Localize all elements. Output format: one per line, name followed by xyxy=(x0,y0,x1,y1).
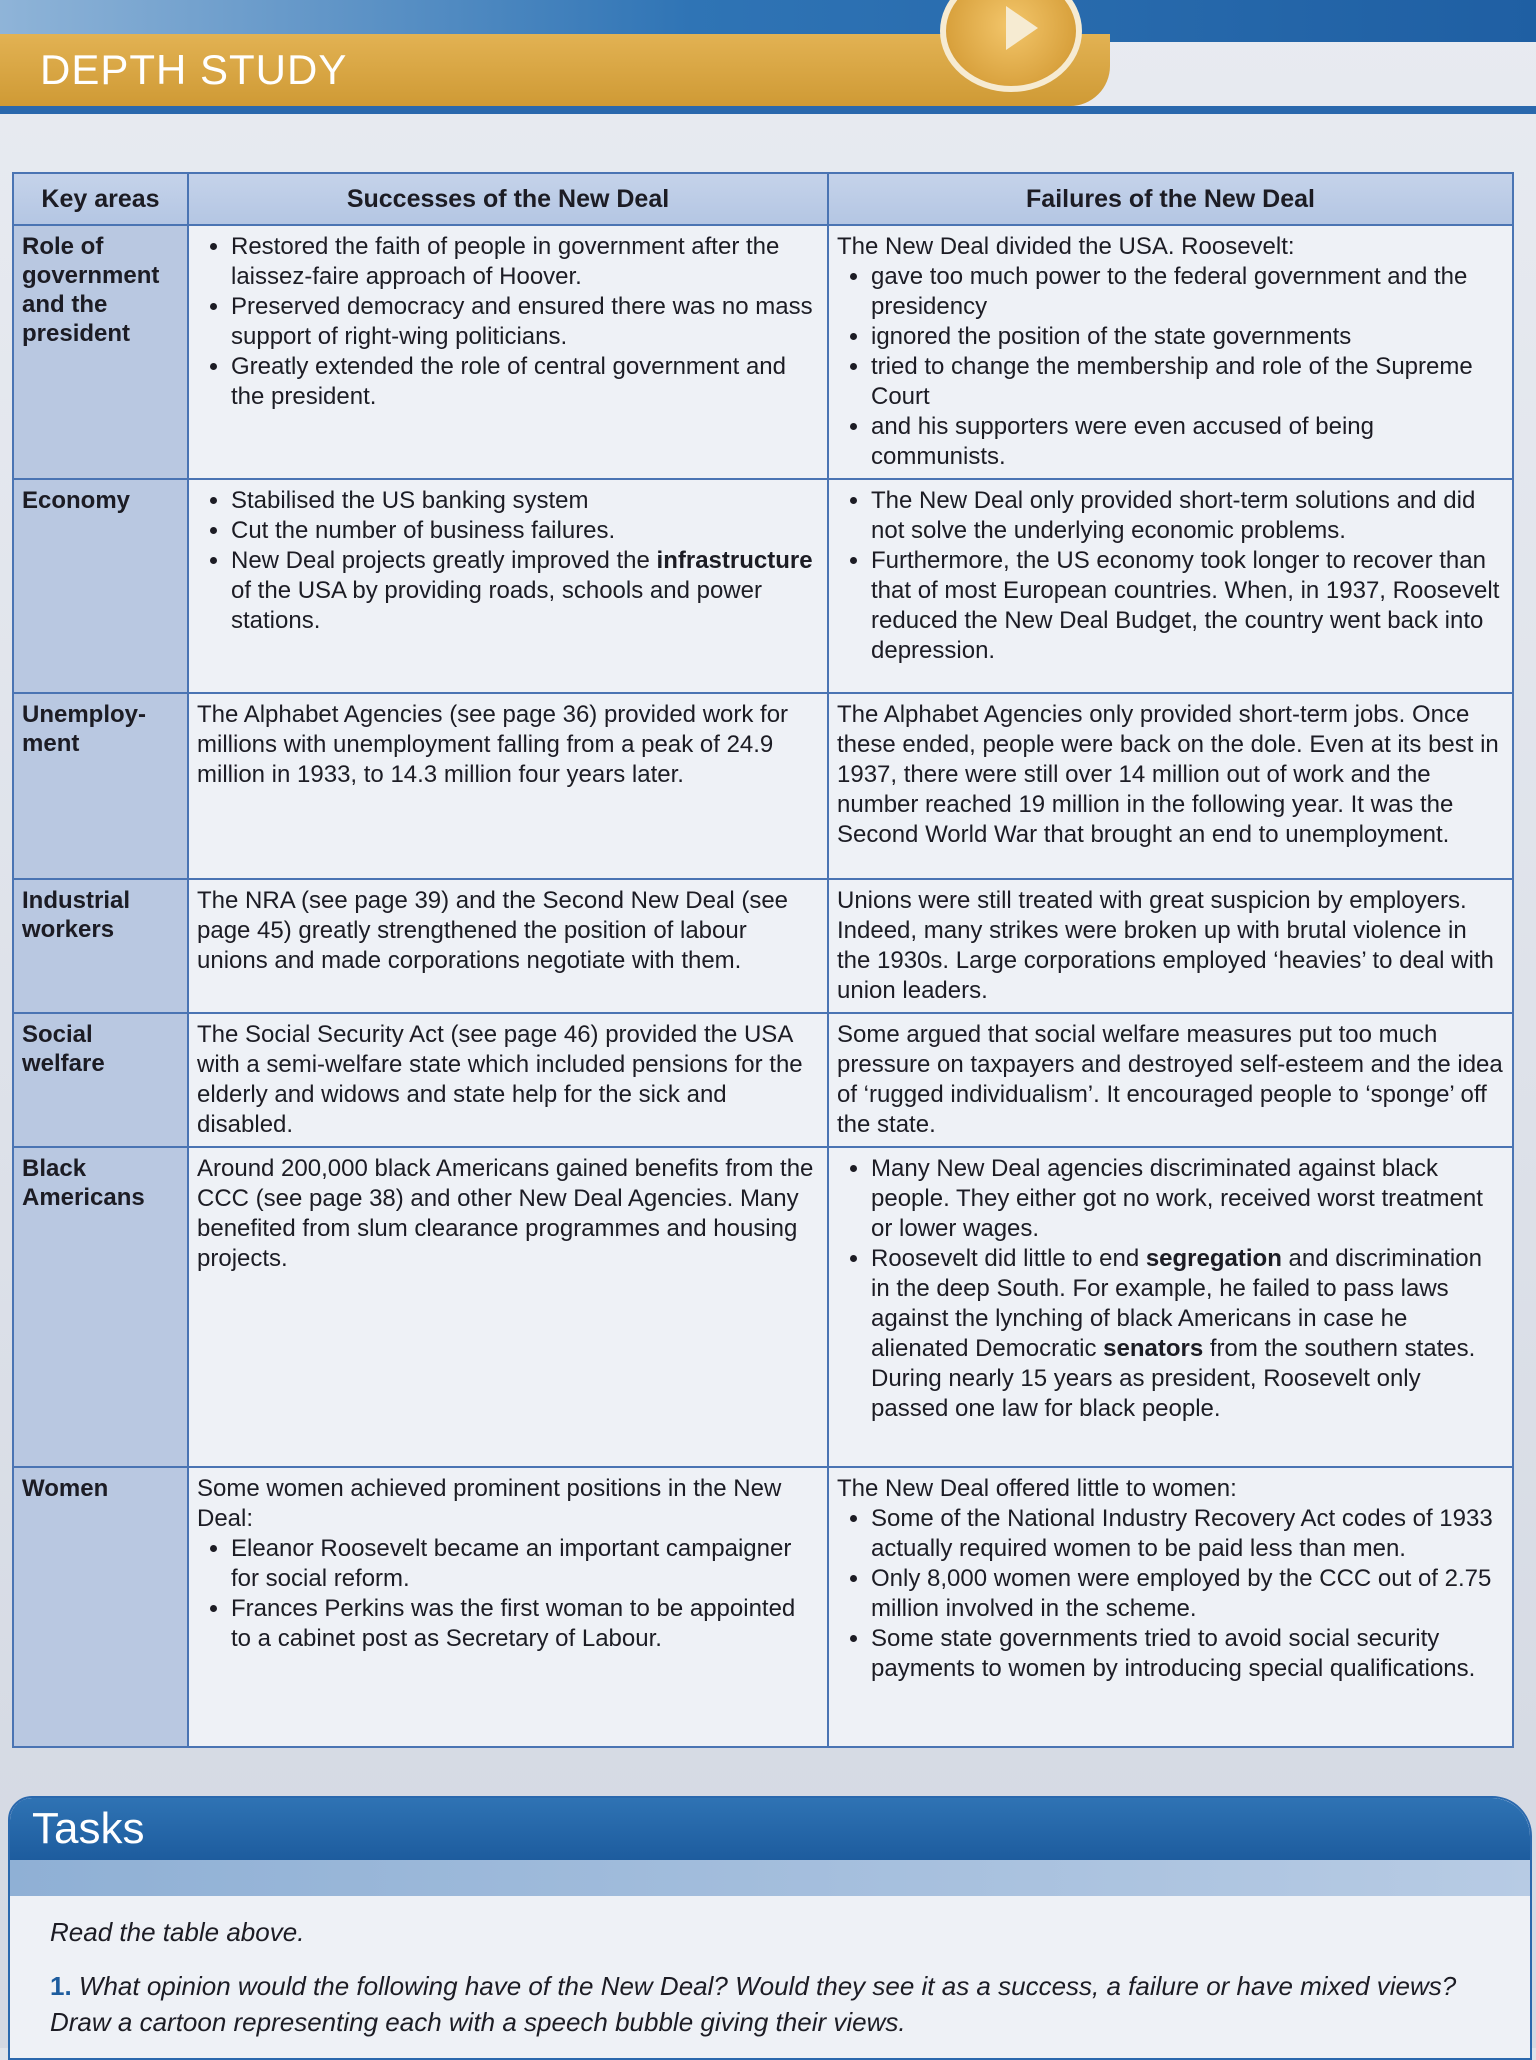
key-area-cell: Black Americans xyxy=(13,1147,188,1467)
list-item: • Furthermore, the US economy took longer to recover than that of most European countries. When, in 1937, Roosevelt reduced the New Deal Budget, the country went back into depression. xyxy=(871,546,1504,666)
list-item-text: from the southern states. During nearly 15 years as president, Roosevelt only passed one law for black people. xyxy=(871,1335,1476,1422)
list-item-text: and discrimination in the deep South. For example, he failed to pass laws against the lynching of black Americans in case he alienated Democratic xyxy=(871,1245,1482,1362)
tasks-panel xyxy=(8,1796,1532,2060)
table-row xyxy=(13,225,1513,479)
page-title: DEPTH STUDY xyxy=(40,46,348,93)
failures-cell xyxy=(828,225,1513,479)
successes-cell xyxy=(188,479,828,693)
keyword: segregation xyxy=(1145,1245,1282,1272)
successes-cell: The Social Security Act (see page 46) provided the USA with a semi-welfare state which included pensions for the elderly and widows and state help for the sick and disabled. xyxy=(188,1013,828,1147)
table-row xyxy=(13,479,1513,693)
failures-cell: The Alphabet Agencies only provided short-term jobs. Once these ended, people were back on the dole. Even at its best in 1937, there were still over 14 million out of work and the number reached 19 million in the following year. It was the Second World War that brought an end to unemployment. xyxy=(828,693,1513,879)
list-item: • Eleanor Roosevelt became an important campaigner for social reform. xyxy=(231,1534,819,1594)
list-item: • gave too much power to the federal government and the presidency xyxy=(871,262,1504,322)
list-item-text: New Deal projects greatly improved the xyxy=(231,547,657,574)
table-header-row xyxy=(13,173,1513,225)
header-divider xyxy=(0,106,1536,114)
successes-cell: The Alphabet Agencies (see page 36) provided work for millions with unemployment falling from a peak of 24.9 million in 1933, to 14.3 million four years later. xyxy=(188,693,828,879)
task-question xyxy=(50,1968,1490,2040)
failures-cell xyxy=(828,479,1513,693)
new-deal-table xyxy=(12,172,1514,1748)
keyword: senators xyxy=(1103,1335,1204,1362)
list-item: • Many New Deal agencies discriminated against black people. They either got no work, received worst treatment or lower wages. xyxy=(871,1154,1504,1244)
list-item: • ignored the position of the state governments xyxy=(871,322,1504,352)
list-item: • Only 8,000 women were employed by the CCC out of 2.75 million involved in the scheme. xyxy=(871,1564,1504,1624)
key-area-cell: Industrial workers xyxy=(13,879,188,1013)
list-item: • Preserved democracy and ensured there was no mass support of right-wing politicians. xyxy=(231,292,819,352)
failures-cell: Unions were still treated with great suspicion by employers. Indeed, many strikes were broken up with brutal violence in the 1930s. Large corporations employed ‘heavies’ to deal with union leaders. xyxy=(828,879,1513,1013)
key-area-cell: Role of government and the president xyxy=(13,225,188,479)
tasks-title: Tasks xyxy=(32,1804,145,1853)
list-item-text: Roosevelt did little to end xyxy=(871,1245,1146,1272)
list-item: • tried to change the membership and role of the Supreme Court xyxy=(871,352,1504,412)
failures-cell: Some argued that social welfare measures put too much pressure on taxpayers and destroyed self-esteem and the idea of ‘rugged individualism’. It encouraged people to ‘sponge’ off the state. xyxy=(828,1013,1513,1147)
list-item: • Cut the number of business failures. xyxy=(231,516,819,546)
new-deal-table-container xyxy=(12,172,1512,1772)
key-area-cell: Women xyxy=(13,1467,188,1747)
tasks-header-strip xyxy=(10,1860,1530,1896)
successes-cell: Around 200,000 black Americans gained benefits from the CCC (see page 38) and other New Deal Agencies. Many benefited from slum clearance programmes and housing projects. xyxy=(188,1147,828,1467)
list-item: • Restored the faith of people in government after the laissez-faire approach of Hoover. xyxy=(231,232,819,292)
list-item: • Stabilised the US banking system xyxy=(231,486,819,516)
list-item: • and his supporters were even accused of being communists. xyxy=(871,412,1504,472)
cell-intro-text: Some women achieved prominent positions in the New Deal: xyxy=(197,1475,782,1532)
cell-intro-text: The New Deal offered little to women: xyxy=(837,1475,1237,1502)
list-item: • The New Deal only provided short-term solutions and did not solve the underlying economic problems. xyxy=(871,486,1504,546)
column-header-key-areas: Key areas xyxy=(13,173,188,225)
list-item xyxy=(871,1244,1504,1424)
successes-cell xyxy=(188,1467,828,1747)
tasks-body xyxy=(10,1896,1530,2060)
key-area-cell: Unemploy-ment xyxy=(13,693,188,879)
failures-cell xyxy=(828,1467,1513,1747)
question-text: What opinion would the following have of the New Deal? Would they see it as a success, a failure or have mixed views? Draw a cartoon representing each with a speech bubble giving their views. xyxy=(50,1971,1457,2037)
key-area-cell: Economy xyxy=(13,479,188,693)
list-item: • Some state governments tried to avoid social security payments to women by introducing special qualifications. xyxy=(871,1624,1504,1684)
list-item: • Some of the National Industry Recovery Act codes of 1933 actually required women to be paid less than men. xyxy=(871,1504,1504,1564)
cell-intro-text: The New Deal divided the USA. Roosevelt: xyxy=(837,233,1295,260)
table-row xyxy=(13,693,1513,879)
arrow-icon xyxy=(1006,6,1038,50)
successes-cell: The NRA (see page 39) and the Second New Deal (see page 45) greatly strengthened the position of labour unions and made corporations negotiate with them. xyxy=(188,879,828,1013)
question-number: 1. xyxy=(50,1971,72,2001)
failures-cell xyxy=(828,1147,1513,1467)
table-row xyxy=(13,1147,1513,1467)
table-row xyxy=(13,1467,1513,1747)
table-row xyxy=(13,1013,1513,1147)
tasks-header-band xyxy=(10,1798,1530,1860)
successes-cell xyxy=(188,225,828,479)
list-item: • Frances Perkins was the first woman to be appointed to a cabinet post as Secretary of Labour. xyxy=(231,1594,819,1654)
list-item-text: of the USA by providing roads, schools and power stations. xyxy=(231,577,762,634)
column-header-successes: Successes of the New Deal xyxy=(188,173,828,225)
key-area-cell: Social welfare xyxy=(13,1013,188,1147)
column-header-failures: Failures of the New Deal xyxy=(828,173,1513,225)
list-item xyxy=(231,546,819,636)
keyword: infrastructure xyxy=(656,547,813,574)
list-item: • Greatly extended the role of central government and the president. xyxy=(231,352,819,412)
tasks-instruction: Read the table above. xyxy=(50,1917,305,1947)
table-row xyxy=(13,879,1513,1013)
